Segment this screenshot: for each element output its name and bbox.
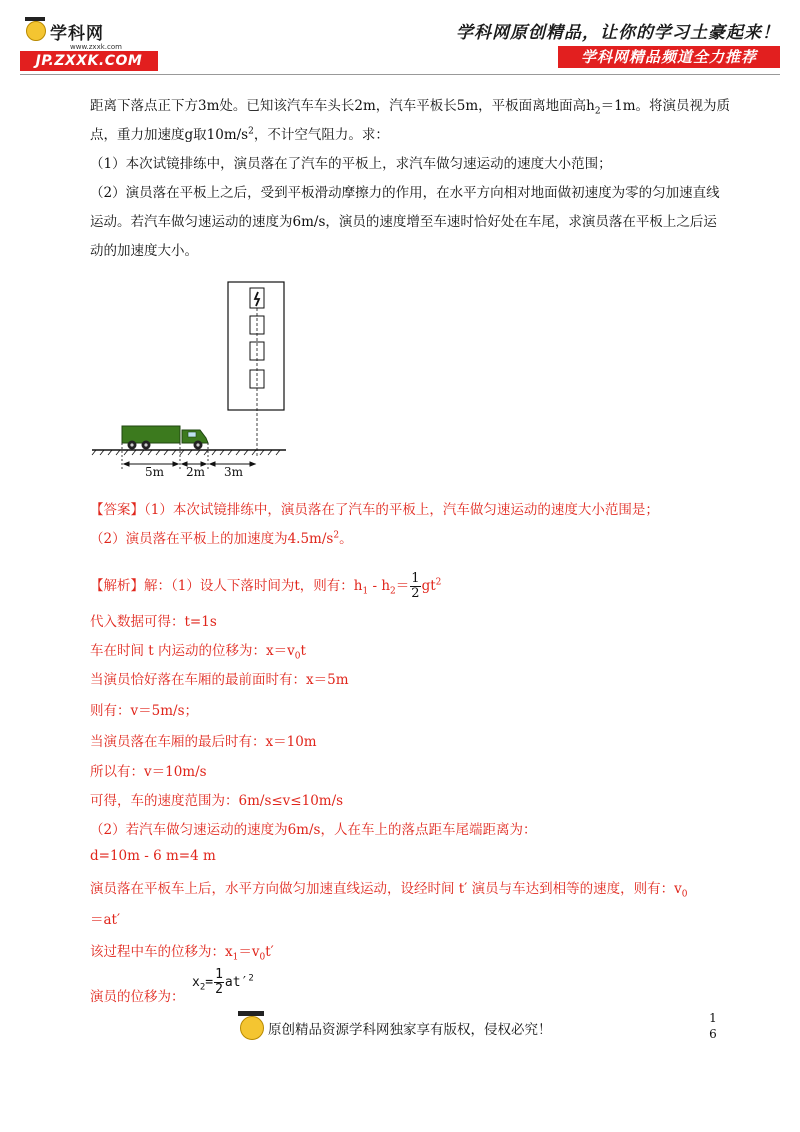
footer — [240, 1016, 552, 1040]
page-number: 1 6 — [709, 1011, 717, 1041]
label-3m: 3m — [224, 465, 244, 479]
analysis-line-10: d=10m - 6 m=4 m — [90, 848, 216, 864]
analysis-line-12: ＝at′ — [90, 912, 121, 928]
building-outline — [228, 282, 284, 410]
logo-domain: www.zxxk.com — [70, 43, 122, 51]
answer-tag: 【答案】 — [90, 502, 144, 518]
ground-hatch — [92, 450, 280, 455]
logo-url-bar: JP.ZXXK.COM — [20, 51, 158, 71]
formula-x2: $x_2=$ $\frac{1}{2}$ $at'^2$ — [192, 967, 254, 997]
answer-line-2: （2）演员落在平板上的加速度为$4.5m/s^2$。 — [90, 530, 353, 547]
question-2: （2）演员落在平板上之后，受到平板滑动摩擦力的作用，在水平方向相对地面做初速度为零的匀加速直线运动。若汽车做匀速运动的速度为6m/s，演员的速度增至车速时恰好处在车尾，求演员落在平板上之后运动的加速度大小。 — [90, 185, 720, 259]
analysis-line-1: 【解析】解：（1）设人下落时间为t，则有：$h_1 - h_2=$ $\frac{1}{2}$ $gt^2$ — [90, 571, 442, 601]
header-channel-banner: 学科网精品频道全力推荐 — [558, 46, 780, 68]
problem-text — [90, 92, 730, 266]
analysis-tag: 【解析】 — [90, 578, 144, 594]
truck-icon — [122, 426, 208, 450]
truck-diagram — [88, 280, 298, 480]
analysis-line-9: （2）若汽车做匀速运动的速度为6m/s，人在车上的落点距车尾端距离为： — [90, 822, 537, 838]
analysis-line-2: 代入数据可得：t=1s — [90, 614, 217, 630]
header-slogan: 学科网原创精品，让你的学习土豪起来！ — [456, 23, 780, 43]
answer-line-1: 【答案】（1）本次试镜排练中，演员落在了汽车的平板上，汽车做匀速运动的速度大小范围是； — [90, 502, 659, 518]
header-divider — [20, 74, 780, 75]
logo-name: 学科网 — [50, 23, 104, 44]
label-5m: 5m — [145, 465, 165, 479]
analysis-line-11: 演员落在平板车上后，水平方向做匀加速直线运动，设经时间 t′ 演员与车达到相等的速度，则有：$v_0$ — [90, 881, 688, 900]
truck-diagram-svg — [88, 280, 298, 480]
label-2m: 2m — [186, 465, 206, 479]
fraction-half: $\frac{1}{2}$ — [411, 571, 420, 601]
site-logo[interactable] — [20, 16, 170, 72]
analysis-line-4: 当演员恰好落在车厢的最前面时有：x＝5m — [90, 672, 349, 688]
analysis-line-14: 演员的位移为： — [90, 989, 185, 1005]
analysis-line-7: 所以有：v＝10m/s — [90, 764, 207, 780]
analysis-line-3: 车在时间 t 内运动的位移为：$x=v_0t$ — [90, 643, 306, 662]
performer-icon — [255, 292, 259, 306]
analysis-line-13: 该过程中车的位移为：$x_1=v_0t'$ — [90, 944, 274, 963]
question-1: （1）本次试镜排练中，演员落在了汽车的平板上，求汽车做匀速运动的速度大小范围； — [90, 156, 612, 172]
analysis-line-8: 可得，车的速度范围为：6m/s≤v≤10m/s — [90, 793, 344, 809]
analysis-line-5: 则有：v＝5m/s； — [90, 703, 198, 719]
mascot-icon — [26, 21, 46, 41]
footer-copyright: 原创精品资源学科网独家享有版权，侵权必究！ — [268, 1022, 552, 1038]
fraction-half-2: $\frac{1}{2}$ — [215, 967, 223, 997]
problem-paragraph: 距离下落点正下方3m处。已知该汽车车头长2m，汽车平板长5m，平板面离地面高$h_2=1m$。将演员视为质点，重力加速度g取$10m/s^2$，不计空气阻力。求： — [90, 98, 730, 143]
analysis-line-6: 当演员落在车厢的最后时有：x＝10m — [90, 734, 317, 750]
mascot-icon — [240, 1016, 264, 1040]
logo-mark — [26, 16, 104, 46]
